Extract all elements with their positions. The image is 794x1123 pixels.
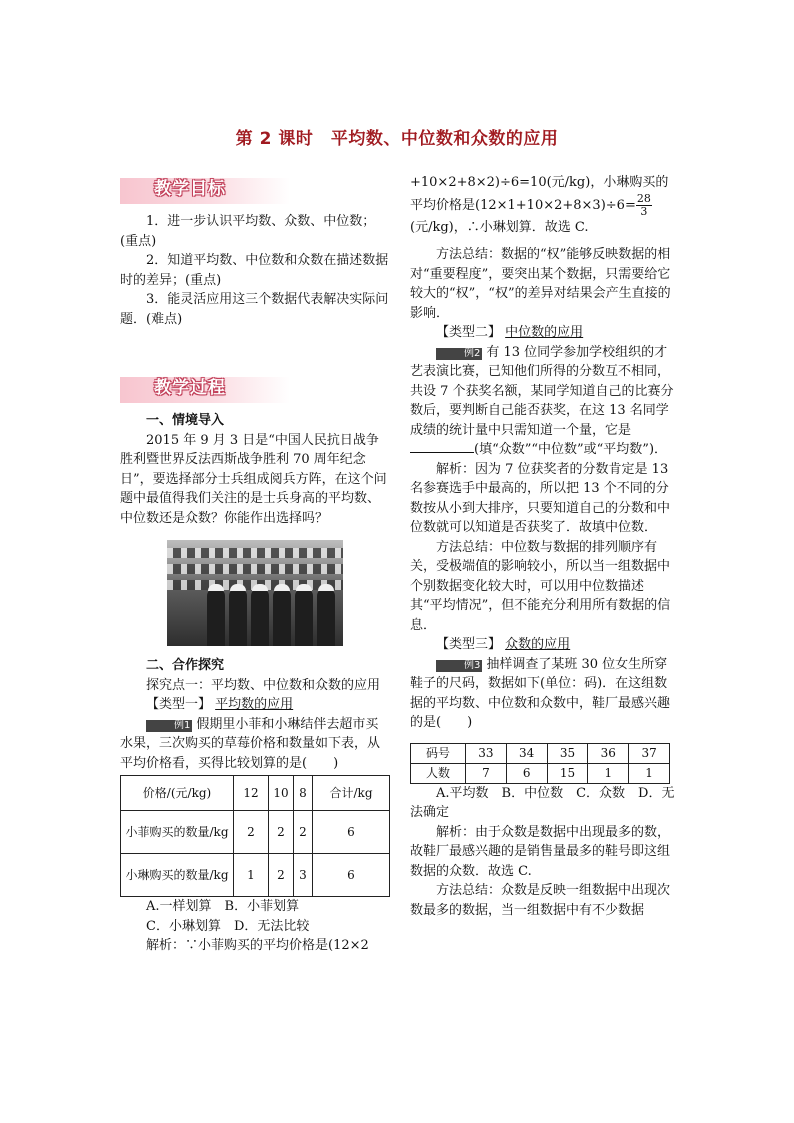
table-cell: 12 [234, 776, 269, 811]
type-1-label: 【类型一】 [146, 697, 212, 712]
page-title: 第 2 课时 平均数、中位数和众数的应用 [235, 129, 559, 149]
table-cell: 36 [588, 743, 629, 763]
table-cell: 3 [294, 854, 313, 897]
table-cell: 小菲购买的数量/kg [121, 811, 234, 854]
section-1-heading: 一、情境导入 [146, 413, 225, 428]
table-cell: 1 [629, 763, 670, 783]
type-2-heading [410, 323, 675, 343]
type-3-heading [410, 635, 675, 655]
example-3-analysis: 解析：由于众数是数据中出现最多的数，故鞋厂最感兴趣的是销售量最多的鞋号即这组数据的众数．故选 C. [410, 824, 671, 879]
goals-banner [120, 178, 290, 204]
explore-point-1: 探究点一：平均数、中位数和众数的应用 [146, 677, 381, 693]
right-column [410, 173, 675, 920]
answer-blank [410, 440, 474, 453]
strawberry-table [120, 775, 390, 897]
example-1-question: 假期里小菲和小琳结伴去超市买水果，三次购买的草莓价格和数量如下表，从平均价格看，买得比较划算的是( ) [120, 716, 381, 771]
section-1-text: 2015 年 9 月 3 日是“中国人民抗日战争胜利暨世界反法西斯战争胜利 70 周年纪念日”，要选择部分士兵组成阅兵方阵，在这个问题中最值得我们关注的是士兵身高的平均数、中位数还是众数？你能作出选择吗？ [120, 432, 387, 526]
example-1-analysis-end: (元/kg)，∴小琳划算．故选 C. [410, 219, 589, 235]
table-cell: 2 [269, 811, 294, 854]
table-cell: 37 [629, 743, 670, 763]
example-1-analysis-start: 解析：∵小菲购买的平均价格是(12×2 [146, 938, 369, 953]
section-2-heading: 二、合作探究 [146, 658, 225, 673]
table-cell: 6 [506, 763, 547, 783]
example-3-text [410, 655, 675, 733]
example-1-choices-a: A.一样划算 B．小菲划算 [146, 899, 300, 914]
table-row [411, 743, 670, 763]
example-1-choices-b: C．小琳划算 D．无法比较 [146, 918, 310, 934]
table-cell: 10 [269, 776, 294, 811]
table-cell: 15 [547, 763, 588, 783]
table-cell: 人数 [411, 763, 466, 783]
example-3-question: 抽样调查了某班 30 位女生所穿鞋子的尺码，数据如下(单位：码)．在这组数据的平均数、中位数和众数中，鞋厂最感兴趣的是( ) [410, 656, 671, 730]
goal-item-1: 1．进一步认识平均数、众数、中位数；(重点) [120, 214, 376, 249]
example-3-summary: 方法总结：众数是反映一组数据中出现次数最多的数据，当一组数据中有不少数据 [410, 883, 671, 918]
example-1-analysis-text: +10×2+8×2)÷6=10(元/kg)，小琳购买的平均价格是(12×1+10×2+8×3)÷6= [410, 175, 669, 213]
goal-item-3: 3．能灵活应用这三个数据代表解决实际问题．(难点) [120, 292, 389, 327]
example-1-analysis-cont [410, 173, 675, 237]
parade-photo [167, 540, 343, 646]
table-cell: 8 [294, 776, 313, 811]
process-banner-text: 教学过程 [154, 378, 226, 398]
table-cell: 码号 [411, 743, 466, 763]
example-1-badge: 例1 [146, 720, 192, 732]
table-cell: 2 [294, 811, 313, 854]
example-3-choices: A.平均数 B．中位数 C．众数 D．无法确定 [410, 785, 675, 820]
type-1-heading [120, 695, 390, 715]
table-cell: 33 [466, 743, 507, 763]
left-column [120, 178, 390, 956]
table-row [121, 854, 390, 897]
table-row [121, 776, 390, 811]
table-cell: 价格/(元/kg) [121, 776, 234, 811]
table-cell: 2 [269, 854, 294, 897]
example-2-summary: 方法总结：中位数与数据的排列顺序有关，受极端值的影响较小，所以当一组数据中个别数据变化较大时，可以用中位数描述其“平均情况”，但不能充分利用所有数据的信息． [410, 539, 671, 633]
table-cell: 7 [466, 763, 507, 783]
table-cell: 1 [588, 763, 629, 783]
type-3-label: 【类型三】 [436, 637, 502, 652]
example-3-badge: 例3 [436, 660, 482, 672]
example-2-text [410, 343, 675, 460]
example-2-question: 有 13 位同学参加学校组织的才艺表演比赛，已知他们所得的分数互不相同，共设 7 个获奖名额，某同学知道自己的比赛分数后，要判断自己能否获奖，在这 13 名同学成绩的统计量中只需知道一个量，它是 [410, 344, 674, 438]
goal-item-2: 2．知道平均数、中位数和众数在描述数据时的差异；(重点) [120, 253, 389, 288]
table-cell: 小琳购买的数量/kg [121, 854, 234, 897]
fraction-denominator: 3 [640, 204, 648, 218]
type-2-title: 中位数的应用 [505, 325, 584, 340]
type-1-title: 平均数的应用 [215, 697, 294, 712]
fraction-numerator: 28 [636, 191, 651, 205]
table-cell: 1 [234, 854, 269, 897]
example-2-analysis: 解析：因为 7 位获奖者的分数肯定是 13 名参赛选手中最高的，所以把 13 个不同的分数按从小到大排序，只要知道自己的分数和中位数就可以知道是否获奖了．故填中位数． [410, 461, 671, 535]
table-row [411, 763, 670, 783]
example-1-summary: 方法总结：数据的“权”能够反映数据的相对“重要程度”，要突出某个数据，只需要给它较大的“权”，“权”的差异对结果会产生直接的影响． [410, 247, 671, 321]
example-2-badge: 例2 [436, 348, 482, 360]
table-cell: 2 [234, 811, 269, 854]
table-cell: 34 [506, 743, 547, 763]
goals-banner-text: 教学目标 [154, 179, 226, 199]
table-cell: 6 [313, 811, 390, 854]
type-3-title: 众数的应用 [505, 637, 571, 652]
table-cell: 6 [313, 854, 390, 897]
shoe-size-table [410, 743, 670, 784]
table-cell: 35 [547, 743, 588, 763]
process-banner [120, 377, 290, 403]
fraction [636, 193, 652, 218]
example-2-question-end: (填“众数”“中位数”或“平均数”)． [474, 442, 668, 457]
table-cell: 合计/kg [313, 776, 390, 811]
table-row [121, 811, 390, 854]
example-1-text [120, 715, 390, 774]
type-2-label: 【类型二】 [436, 325, 502, 340]
